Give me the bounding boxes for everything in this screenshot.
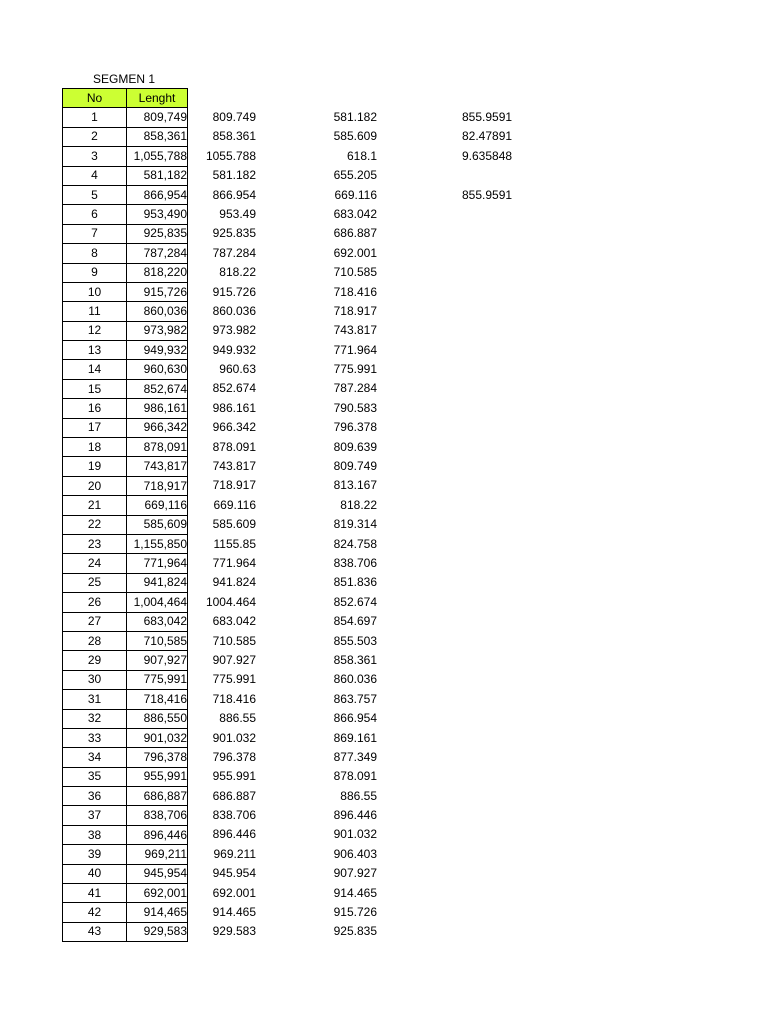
- value-cell[interactable]: 973.982: [212, 323, 256, 338]
- cell-length[interactable]: 852,674: [127, 379, 188, 398]
- cell-no[interactable]: 27: [63, 612, 127, 631]
- cell-no[interactable]: 17: [63, 418, 127, 437]
- value-cell[interactable]: 683.042: [212, 614, 256, 629]
- table-row: [63, 476, 188, 495]
- cell-length[interactable]: 1,055,788: [127, 147, 188, 166]
- cell-length[interactable]: 1,004,464: [127, 593, 188, 612]
- value-cell[interactable]: 914.465: [212, 905, 256, 920]
- cell-no[interactable]: 9: [63, 263, 127, 282]
- value-cell[interactable]: 796.378: [212, 749, 256, 764]
- cell-length[interactable]: 809,749: [127, 108, 188, 127]
- table-row: [63, 554, 188, 573]
- value-cell[interactable]: 771.964: [212, 555, 256, 570]
- table-row: [63, 670, 188, 689]
- sorted-value-cell[interactable]: 809.639: [333, 439, 377, 454]
- table-row: [63, 224, 188, 243]
- table-row: [63, 263, 188, 282]
- value-cell[interactable]: 1004.464: [205, 594, 256, 609]
- cell-no[interactable]: 41: [63, 884, 127, 903]
- cell-length[interactable]: 929,583: [127, 922, 188, 941]
- sorted-value-cell[interactable]: 655.205: [333, 168, 377, 183]
- sorted-value-cell[interactable]: 877.349: [333, 749, 377, 764]
- value-cell[interactable]: 852.674: [212, 381, 256, 396]
- cell-no[interactable]: 11: [63, 302, 127, 321]
- sorted-value-cell[interactable]: 585.609: [333, 129, 377, 144]
- sorted-value-cell[interactable]: 915.726: [333, 905, 377, 920]
- cell-no[interactable]: 20: [63, 476, 127, 495]
- cell-length[interactable]: 949,932: [127, 341, 188, 360]
- stat-cell[interactable]: 855.9591: [462, 187, 513, 202]
- value-cell[interactable]: 949.932: [212, 342, 256, 357]
- table-header-row: [63, 89, 188, 108]
- values-column: [196, 108, 256, 942]
- sorted-value-cell[interactable]: 809.749: [333, 459, 377, 474]
- table-row: [63, 612, 188, 631]
- segment-table: [62, 88, 188, 942]
- table-row: [63, 360, 188, 379]
- cell-no[interactable]: 26: [63, 593, 127, 612]
- sorted-value-cell[interactable]: 851.836: [333, 575, 377, 590]
- value-cell[interactable]: 686.887: [212, 788, 256, 803]
- table-row: [63, 864, 188, 883]
- sorted-value-cell[interactable]: 771.964: [333, 342, 377, 357]
- cell-no[interactable]: 23: [63, 534, 127, 553]
- cell-length[interactable]: 969,211: [127, 845, 188, 864]
- cell-length[interactable]: 945,954: [127, 864, 188, 883]
- sorted-value-cell[interactable]: 818.22: [340, 497, 377, 512]
- table-row: [63, 457, 188, 476]
- sorted-value-cell[interactable]: 886.55: [340, 788, 377, 803]
- cell-length[interactable]: 771,964: [127, 554, 188, 573]
- cell-length[interactable]: 901,032: [127, 728, 188, 747]
- cell-length[interactable]: 955,991: [127, 767, 188, 786]
- cell-length[interactable]: 914,465: [127, 903, 188, 922]
- stat-cell[interactable]: 855.9591: [462, 110, 513, 124]
- cell-length[interactable]: 775,991: [127, 670, 188, 689]
- sorted-value-cell[interactable]: 796.378: [333, 420, 377, 435]
- cell-length[interactable]: 686,887: [127, 787, 188, 806]
- cell-length[interactable]: 896,446: [127, 825, 188, 844]
- table-row: [63, 534, 188, 553]
- cell-length[interactable]: 866,954: [127, 185, 188, 204]
- cell-length[interactable]: 925,835: [127, 224, 188, 243]
- sorted-value-cell[interactable]: 852.674: [333, 594, 377, 609]
- cell-length[interactable]: 1,155,850: [127, 534, 188, 553]
- cell-length[interactable]: 953,490: [127, 205, 188, 224]
- cell-no[interactable]: 24: [63, 554, 127, 573]
- cell-length[interactable]: 718,416: [127, 690, 188, 709]
- table-row: [63, 903, 188, 922]
- cell-no[interactable]: 25: [63, 573, 127, 592]
- cell-no[interactable]: 21: [63, 496, 127, 515]
- sorted-value-cell[interactable]: 686.887: [333, 226, 377, 241]
- table-row: [63, 127, 188, 146]
- cell-no[interactable]: 28: [63, 631, 127, 650]
- table-title: SEGMEN 1: [92, 72, 155, 86]
- cell-no[interactable]: 34: [63, 748, 127, 767]
- sorted-value-cell[interactable]: 669.116: [334, 187, 377, 202]
- cell-no[interactable]: 1: [63, 108, 127, 127]
- table-body: [63, 108, 188, 942]
- value-cell[interactable]: 1055.788: [205, 148, 256, 163]
- sorted-value-cell[interactable]: 813.167: [333, 478, 377, 493]
- table-row: [63, 205, 188, 224]
- sorted-value-cell[interactable]: 906.403: [333, 846, 377, 861]
- cell-no[interactable]: 29: [63, 651, 127, 670]
- table-row: [63, 709, 188, 728]
- cell-no[interactable]: 13: [63, 341, 127, 360]
- value-cell[interactable]: 1155.85: [213, 536, 256, 551]
- value-cell[interactable]: 860.036: [212, 303, 256, 318]
- value-cell[interactable]: 929.583: [212, 924, 256, 939]
- cell-length[interactable]: 683,042: [127, 612, 188, 631]
- cell-length[interactable]: 915,726: [127, 282, 188, 301]
- value-cell[interactable]: 886.55: [219, 711, 256, 726]
- table-row: [63, 379, 188, 398]
- cell-length[interactable]: 692,001: [127, 884, 188, 903]
- sorted-value-cell[interactable]: 863.757: [333, 691, 377, 706]
- sorted-value-cell[interactable]: 787.284: [333, 381, 377, 396]
- cell-length[interactable]: 858,361: [127, 127, 188, 146]
- sorted-value-cell[interactable]: 878.091: [333, 769, 377, 784]
- cell-no[interactable]: 6: [63, 205, 127, 224]
- table-row: [63, 496, 188, 515]
- cell-no[interactable]: 16: [63, 399, 127, 418]
- stat-cell[interactable]: 9.635848: [462, 148, 513, 163]
- value-cell[interactable]: 966.342: [212, 420, 256, 435]
- table-row: [63, 282, 188, 301]
- sorted-value-cell[interactable]: 854.697: [333, 614, 377, 629]
- stat-cell[interactable]: [462, 166, 522, 185]
- cell-no[interactable]: 5: [63, 185, 127, 204]
- table-row: [63, 825, 188, 844]
- value-cell[interactable]: 960.63: [219, 362, 256, 377]
- sorted-value-cell[interactable]: 790.583: [333, 400, 377, 415]
- sorted-value-cell[interactable]: 914.465: [333, 885, 377, 900]
- table-row: [63, 515, 188, 534]
- sorted-value-cell[interactable]: 896.446: [333, 808, 377, 823]
- cell-length[interactable]: 907,927: [127, 651, 188, 670]
- value-cell[interactable]: 915.726: [212, 284, 256, 299]
- cell-no[interactable]: 43: [63, 922, 127, 941]
- value-cell[interactable]: 710.585: [212, 633, 256, 648]
- cell-no[interactable]: 42: [63, 903, 127, 922]
- cell-no[interactable]: 12: [63, 321, 127, 340]
- value-cell[interactable]: 955.991: [212, 769, 256, 784]
- value-cell[interactable]: 838.706: [212, 808, 256, 823]
- table-row: [63, 593, 188, 612]
- cell-no[interactable]: 14: [63, 360, 127, 379]
- cell-no[interactable]: 39: [63, 845, 127, 864]
- table-row: [63, 748, 188, 767]
- sorted-value-cell[interactable]: 901.032: [333, 827, 377, 842]
- table-row: [63, 690, 188, 709]
- table-row: [63, 438, 188, 457]
- cell-no[interactable]: 33: [63, 728, 127, 747]
- cell-no[interactable]: 7: [63, 224, 127, 243]
- table-row: [63, 341, 188, 360]
- cell-length[interactable]: 669,116: [127, 496, 188, 515]
- cell-length[interactable]: 585,609: [127, 515, 188, 534]
- value-cell[interactable]: 743.817: [212, 459, 256, 474]
- sorted-value-cell[interactable]: 866.954: [333, 711, 377, 726]
- sorted-value-cell[interactable]: 858.361: [333, 652, 377, 667]
- sorted-value-cell[interactable]: 855.503: [333, 633, 377, 648]
- value-cell[interactable]: 969.211: [213, 846, 256, 861]
- value-cell[interactable]: 858.361: [212, 129, 256, 144]
- stat-cell[interactable]: 82.47891: [462, 129, 513, 144]
- value-cell[interactable]: 581.182: [212, 168, 256, 183]
- table-row: [63, 728, 188, 747]
- cell-length[interactable]: 941,824: [127, 573, 188, 592]
- cell-no[interactable]: 18: [63, 438, 127, 457]
- value-cell[interactable]: 925.835: [212, 226, 256, 241]
- table-row: [63, 185, 188, 204]
- table-row: [63, 302, 188, 321]
- cell-no[interactable]: 2: [63, 127, 127, 146]
- sorted-value-cell[interactable]: 860.036: [333, 672, 377, 687]
- value-cell[interactable]: 907.927: [212, 652, 256, 667]
- sorted-value-cell[interactable]: 718.917: [333, 303, 377, 318]
- cell-no[interactable]: 19: [63, 457, 127, 476]
- cell-no[interactable]: 32: [63, 709, 127, 728]
- sorted-value-cell[interactable]: 718.416: [333, 284, 377, 299]
- sorted-value-cell[interactable]: 581.182: [333, 110, 377, 124]
- cell-no[interactable]: 8: [63, 244, 127, 263]
- sorted-value-cell[interactable]: 743.817: [333, 323, 377, 338]
- cell-length[interactable]: 973,982: [127, 321, 188, 340]
- value-cell[interactable]: 775.991: [212, 672, 256, 687]
- cell-no[interactable]: 4: [63, 166, 127, 185]
- cell-length[interactable]: 787,284: [127, 244, 188, 263]
- table-row: [63, 845, 188, 864]
- table-row: [63, 787, 188, 806]
- cell-length[interactable]: 796,378: [127, 748, 188, 767]
- cell-no[interactable]: 40: [63, 864, 127, 883]
- value-cell[interactable]: 878.091: [212, 439, 256, 454]
- cell-length[interactable]: 966,342: [127, 418, 188, 437]
- sorted-value-cell[interactable]: 710.585: [333, 265, 377, 280]
- cell-length[interactable]: 860,036: [127, 302, 188, 321]
- value-cell[interactable]: 718.917: [212, 478, 256, 493]
- cell-length[interactable]: 838,706: [127, 806, 188, 825]
- cell-length[interactable]: 718,917: [127, 476, 188, 495]
- table-row: [63, 147, 188, 166]
- sorted-value-cell[interactable]: 692.001: [333, 245, 377, 260]
- cell-no[interactable]: 37: [63, 806, 127, 825]
- table-row: [63, 631, 188, 650]
- value-cell[interactable]: 718.416: [212, 691, 256, 706]
- cell-length[interactable]: 581,182: [127, 166, 188, 185]
- sorted-value-cell[interactable]: 819.314: [333, 517, 377, 532]
- table-row: [63, 884, 188, 903]
- table-row: [63, 418, 188, 437]
- cell-no[interactable]: 36: [63, 787, 127, 806]
- sorted-value-cell[interactable]: 683.042: [333, 206, 377, 221]
- table-row: [63, 573, 188, 592]
- cell-no[interactable]: 22: [63, 515, 127, 534]
- table-row: [63, 166, 188, 185]
- value-cell[interactable]: 901.032: [212, 730, 256, 745]
- cell-no[interactable]: 35: [63, 767, 127, 786]
- cell-no[interactable]: 3: [63, 147, 127, 166]
- value-cell[interactable]: 986.161: [212, 400, 256, 415]
- cell-no[interactable]: 38: [63, 825, 127, 844]
- sorted-values-column: [300, 108, 377, 942]
- table-row: [63, 108, 188, 127]
- sorted-value-cell[interactable]: 618.1: [346, 148, 377, 163]
- sorted-value-cell[interactable]: 925.835: [333, 924, 377, 939]
- cell-length[interactable]: 960,630: [127, 360, 188, 379]
- value-cell[interactable]: 585.609: [212, 517, 256, 532]
- table-row: [63, 244, 188, 263]
- cell-no[interactable]: 30: [63, 670, 127, 689]
- table-row: [63, 399, 188, 418]
- sorted-value-cell[interactable]: 775.991: [333, 362, 377, 377]
- value-cell[interactable]: 787.284: [212, 245, 256, 260]
- value-cell[interactable]: 692.001: [212, 885, 256, 900]
- cell-length[interactable]: 878,091: [127, 438, 188, 457]
- cell-length[interactable]: 986,161: [127, 399, 188, 418]
- value-cell[interactable]: 941.824: [212, 575, 256, 590]
- column-header-length[interactable]: Lenght: [127, 89, 188, 108]
- table-row: [63, 806, 188, 825]
- value-cell[interactable]: 818.22: [219, 265, 256, 280]
- value-cell[interactable]: 866.954: [212, 187, 256, 202]
- column-header-no[interactable]: No: [63, 89, 127, 108]
- sorted-value-cell[interactable]: 869.161: [333, 730, 377, 745]
- cell-no[interactable]: 10: [63, 282, 127, 301]
- table-row: [63, 321, 188, 340]
- cell-no[interactable]: 31: [63, 690, 127, 709]
- cell-length[interactable]: 818,220: [127, 263, 188, 282]
- value-cell[interactable]: 669.116: [213, 497, 256, 512]
- sorted-value-cell[interactable]: 907.927: [333, 866, 377, 881]
- table-row: [63, 767, 188, 786]
- value-cell[interactable]: 896.446: [212, 827, 256, 842]
- table-row: [63, 651, 188, 670]
- table-row: [63, 922, 188, 941]
- sorted-value-cell[interactable]: 824.758: [333, 536, 377, 551]
- value-cell[interactable]: 953.49: [219, 206, 256, 221]
- value-cell[interactable]: 945.954: [212, 866, 256, 881]
- sorted-value-cell[interactable]: 838.706: [333, 555, 377, 570]
- cell-length[interactable]: 886,550: [127, 709, 188, 728]
- cell-no[interactable]: 15: [63, 379, 127, 398]
- cell-length[interactable]: 743,817: [127, 457, 188, 476]
- stats-column: [462, 108, 522, 205]
- cell-length[interactable]: 710,585: [127, 631, 188, 650]
- value-cell[interactable]: 809.749: [212, 110, 256, 124]
